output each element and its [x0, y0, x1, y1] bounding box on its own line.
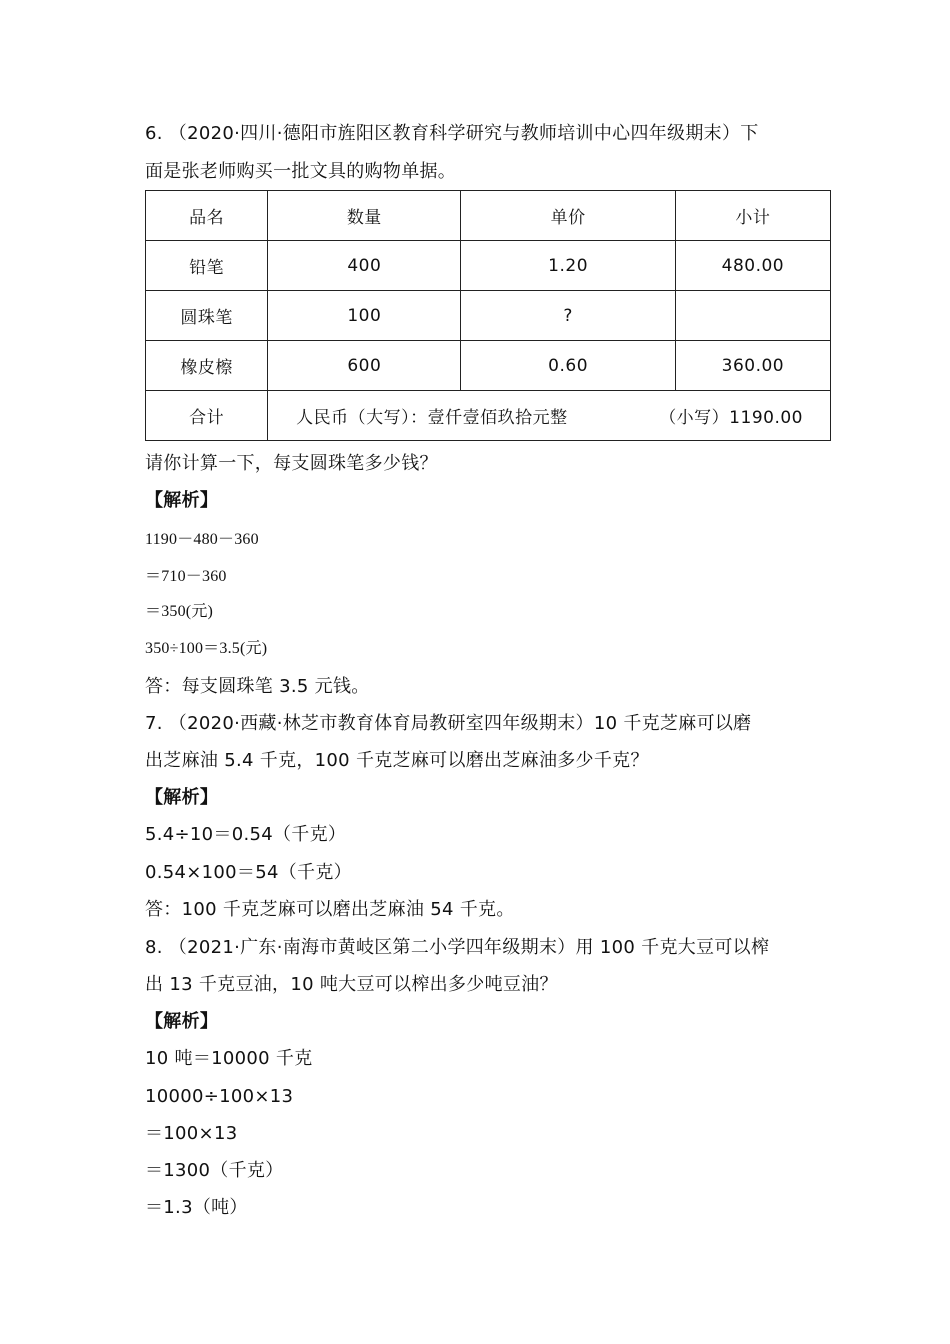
receipt-table: [145, 190, 831, 441]
table-row: [146, 241, 831, 291]
total-label-cell: 合计: [146, 391, 268, 441]
header-cell-subtotal: 小计: [675, 191, 830, 241]
q6-line-1: 6. （2020·四川·德阳市旌阳区教育科学研究与教师培训中心四年级期末）下: [145, 123, 759, 144]
q7-step-2: 0.54×100＝54（千克）: [145, 862, 352, 883]
q7-line-2: 出芝麻油 5.4 千克，100 千克芝麻可以磨出芝麻油多少千克？: [145, 750, 649, 771]
table-cell: [675, 291, 830, 341]
q8-analysis-label: 【解析】: [145, 1011, 219, 1032]
total-upper-text: 人民币（大写）：壹仟壹佰玖拾元整: [296, 408, 568, 428]
q6-line-2: 面是张老师购买一批文具的购物单据。: [145, 161, 457, 182]
table-cell: 100: [268, 291, 461, 341]
table-cell: 圆珠笔: [146, 291, 268, 341]
q8-line-1: 8. （2021·广东·南海市黄岐区第二小学四年级期末）用 100 千克大豆可以榨: [145, 937, 770, 958]
table-header-row: [146, 191, 831, 241]
q7-answer: 答：100 千克芝麻可以磨出芝麻油 54 千克。: [145, 899, 515, 920]
table-cell: 600: [268, 341, 461, 391]
q8-step-3: ＝100×13: [145, 1123, 238, 1144]
q6-analysis-label: 【解析】: [145, 490, 219, 511]
table-cell: 400: [268, 241, 461, 291]
q8-step-5: ＝1.3（吨）: [145, 1197, 248, 1218]
table-cell: 铅笔: [146, 241, 268, 291]
q6-answer: 答：每支圆珠笔 3.5 元钱。: [145, 676, 370, 697]
q7-step-1: 5.4÷10＝0.54（千克）: [145, 824, 347, 845]
q6-step-3: ＝350(元): [145, 603, 214, 620]
table-cell: 480.00: [675, 241, 830, 291]
q6-step-4: 350÷100＝3.5(元): [145, 640, 268, 657]
table-cell: 360.00: [675, 341, 830, 391]
q6-question: 请你计算一下，每支圆珠笔多少钱？: [145, 453, 438, 474]
table-cell: 1.20: [461, 241, 675, 291]
table-row: [146, 291, 831, 341]
q8-step-4: ＝1300（千克）: [145, 1160, 284, 1181]
table-cell: ?: [461, 291, 675, 341]
q7-analysis-label: 【解析】: [145, 787, 219, 808]
header-cell-unit-price: 单价: [461, 191, 675, 241]
q6-step-2: ＝710－360: [145, 568, 227, 585]
header-cell-quantity: 数量: [268, 191, 461, 241]
q7-line-1: 7. （2020·西藏·林芝市教育体育局教研室四年级期末）10 千克芝麻可以磨: [145, 713, 752, 734]
q8-step-1: 10 吨＝10000 千克: [145, 1048, 313, 1069]
header-cell-name: 品名: [146, 191, 268, 241]
table-total-row: [146, 391, 831, 441]
q8-line-2: 出 13 千克豆油，10 吨大豆可以榨出多少吨豆油？: [145, 974, 558, 995]
q6-step-1: 1190－480－360: [145, 531, 259, 548]
total-lower-text: （小写）1190.00: [659, 408, 803, 428]
total-amount-cell: [268, 391, 831, 441]
q8-step-2: 10000÷100×13: [145, 1086, 294, 1107]
table-row: [146, 341, 831, 391]
table-cell: 橡皮檫: [146, 341, 268, 391]
table-cell: 0.60: [461, 341, 675, 391]
